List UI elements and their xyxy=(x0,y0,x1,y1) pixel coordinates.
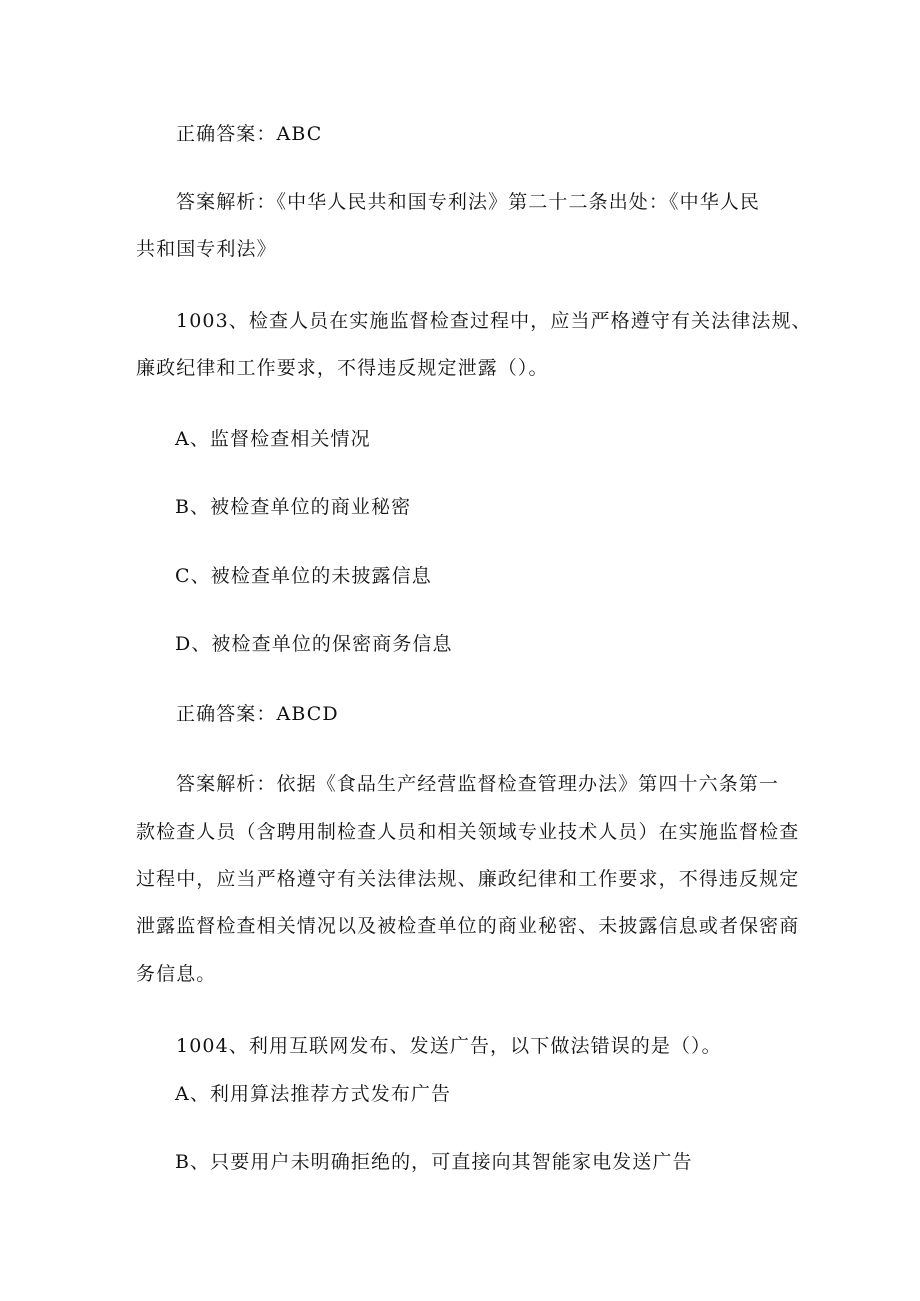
correct-answer-line: 正确答案：ABC xyxy=(176,123,323,145)
answer-explanation-line: 答案解析：依据《食品生产经营监督检查管理办法》第四十六条第一 xyxy=(176,773,780,795)
answer-explanation-line: 过程中，应当严格遵守有关法律法规、廉政纪律和工作要求，不得违反规定 xyxy=(136,868,800,890)
answer-explanation-line: 款检查人员（含聘用制检查人员和相关领域专业技术人员）在实施监督检查 xyxy=(136,821,800,843)
option-a: A、利用算法推荐方式发布广告 xyxy=(175,1083,452,1105)
option-b: B、只要用户未明确拒绝的，可直接向其智能家电发送广告 xyxy=(175,1151,693,1173)
answer-explanation-line: 答案解析：《中华人民共和国专利法》第二十二条出处：《中华人民 xyxy=(176,191,761,213)
correct-answer-line: 正确答案：ABCD xyxy=(176,703,339,725)
question-text-1003: 1003、检查人员在实施监督检查过程中，应当严格遵守有关法律法规、 xyxy=(176,310,812,332)
answer-explanation-line: 泄露监督检查相关情况以及被检查单位的商业秘密、未披露信息或者保密商 xyxy=(136,915,800,937)
option-b: B、被检查单位的商业秘密 xyxy=(175,496,412,518)
answer-explanation-line: 共和国专利法》 xyxy=(136,238,277,260)
option-a: A、监督检查相关情况 xyxy=(175,428,371,450)
question-text-1004: 1004、利用互联网发布、发送广告，以下做法错误的是（）。 xyxy=(176,1035,722,1057)
question-text-1003: 廉政纪律和工作要求，不得违反规定泄露（）。 xyxy=(136,357,549,379)
option-c: C、被检查单位的未披露信息 xyxy=(175,565,432,587)
option-d: D、被检查单位的保密商务信息 xyxy=(175,633,453,655)
answer-explanation-line: 务信息。 xyxy=(136,963,217,985)
